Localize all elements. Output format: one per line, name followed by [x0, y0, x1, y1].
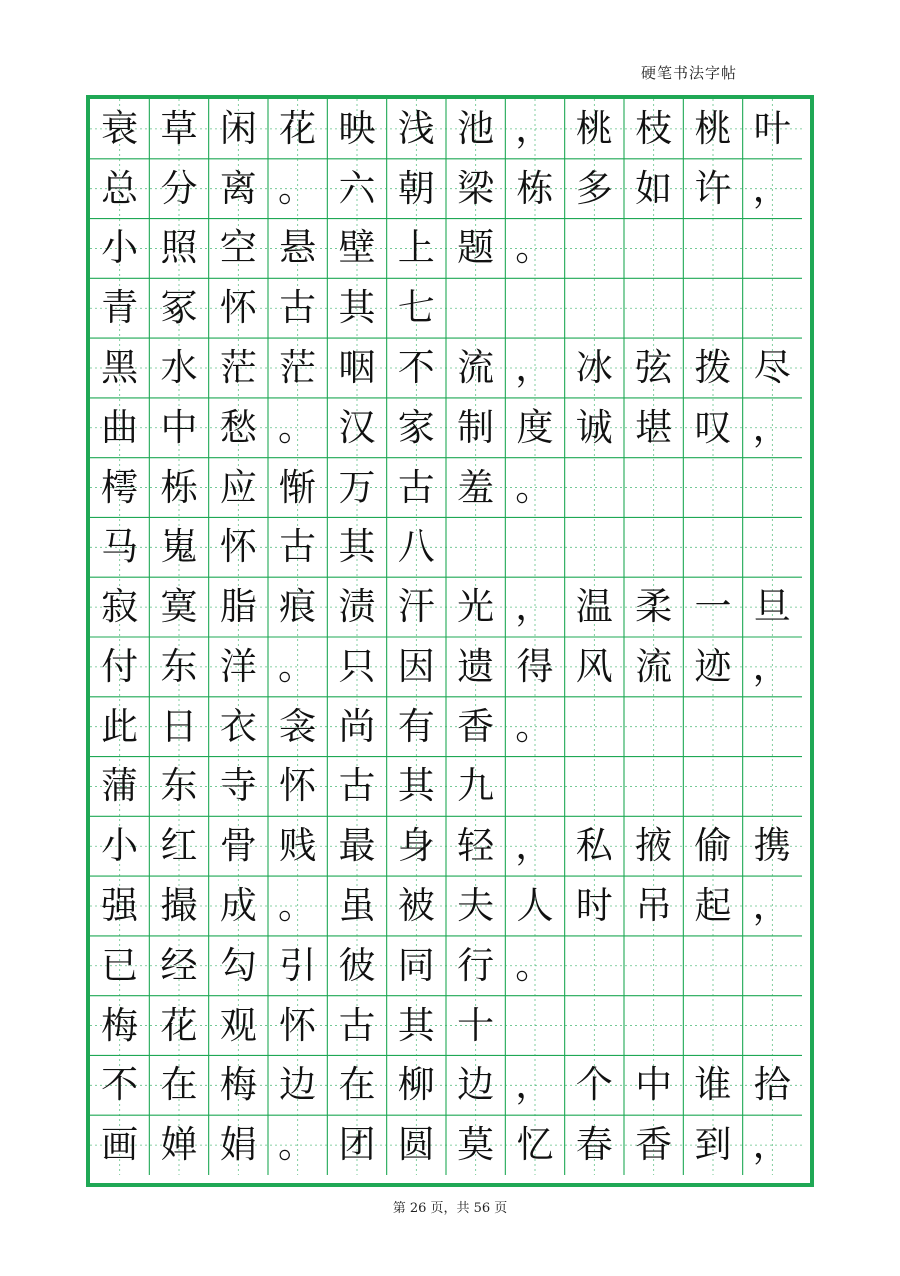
char-cell: 尚 [338, 704, 376, 748]
text-row [90, 697, 802, 757]
char-cell: 团 [338, 1123, 376, 1167]
char-cell: 七 [397, 286, 435, 330]
char-cell: ， [515, 106, 553, 150]
char-cell: 中 [635, 1063, 673, 1107]
char-cell: 度 [516, 405, 554, 449]
char-cell: 香 [635, 1123, 673, 1167]
char-cell: 在 [338, 1063, 376, 1107]
char-cell: 闲 [219, 106, 257, 150]
text-row [90, 637, 802, 697]
text-row [90, 1115, 802, 1175]
char-cell: 拾 [753, 1063, 791, 1107]
char-cell: 曲 [101, 405, 139, 449]
char-cell: 勾 [219, 943, 257, 987]
char-cell: 有 [397, 704, 435, 748]
char-cell: 。 [277, 884, 315, 927]
char-cell: 浅 [397, 106, 435, 150]
char-cell: 不 [397, 346, 435, 389]
char-cell: 东 [160, 644, 198, 688]
char-cell: ， [752, 644, 790, 688]
text-row [90, 996, 802, 1056]
char-cell: 。 [277, 405, 315, 449]
char-cell: 撮 [160, 884, 198, 927]
text-row [90, 876, 802, 936]
char-cell: 梁 [457, 166, 495, 210]
char-cell [624, 936, 683, 996]
char-cell: 身 [397, 824, 435, 868]
char-cell [683, 936, 742, 996]
char-cell: 蒲 [101, 764, 139, 808]
char-cell: 映 [338, 106, 376, 150]
char-cell: 寺 [219, 764, 257, 808]
char-cell: 流 [635, 644, 673, 688]
char-cell: 边 [279, 1063, 317, 1107]
char-cell: 六 [338, 166, 376, 210]
text-row [90, 159, 802, 219]
char-cell [624, 757, 683, 817]
char-cell [743, 996, 802, 1056]
char-cell: 桃 [694, 106, 732, 150]
char-cell: 不 [101, 1063, 139, 1107]
char-cell: 茫 [279, 346, 317, 389]
char-cell: 。 [515, 465, 553, 509]
char-cell: 到 [694, 1123, 732, 1167]
char-cell [505, 996, 564, 1056]
char-cell: 小 [101, 226, 139, 270]
char-cell [743, 458, 802, 518]
char-cell [683, 458, 742, 518]
text-row [90, 278, 802, 338]
char-cell: 经 [160, 943, 198, 987]
char-cell: 红 [160, 824, 198, 868]
char-cell: 时 [575, 884, 613, 927]
char-cell: 冰 [575, 346, 613, 389]
char-cell: 起 [694, 884, 732, 927]
char-cell: ， [752, 884, 790, 927]
text-row [90, 99, 802, 159]
char-cell: 惭 [279, 465, 317, 509]
char-cell: 尽 [753, 346, 791, 389]
char-cell: 携 [753, 824, 791, 868]
char-cell: 咽 [338, 346, 376, 389]
char-cell [565, 219, 624, 279]
char-cell: 古 [279, 525, 317, 569]
char-cell: 强 [101, 884, 139, 927]
char-cell: 。 [515, 704, 553, 748]
char-cell: 弦 [635, 346, 673, 389]
char-cell: 花 [279, 106, 317, 150]
char-cell: 其 [397, 764, 435, 808]
char-cell: 上 [397, 226, 435, 270]
char-cell: 春 [575, 1123, 613, 1167]
char-cell: 梅 [219, 1063, 257, 1107]
char-cell: 万 [338, 465, 376, 509]
char-cell [565, 517, 624, 577]
char-cell: 古 [338, 764, 376, 808]
char-cell: 悬 [279, 226, 317, 270]
text-row [90, 517, 802, 577]
char-cell: 十 [457, 1003, 495, 1047]
char-cell: 。 [515, 226, 553, 270]
char-cell [624, 278, 683, 338]
char-cell: 中 [160, 405, 198, 449]
char-cell: ， [515, 585, 553, 629]
char-cell: 成 [219, 884, 257, 927]
char-cell: 最 [338, 824, 376, 868]
char-cell: 。 [277, 644, 315, 688]
char-cell [683, 219, 742, 279]
char-cell: 遗 [457, 644, 495, 688]
char-cell: 叶 [753, 106, 791, 150]
char-cell: 引 [279, 943, 317, 987]
char-cell: 朝 [397, 166, 435, 210]
char-cell: 寂 [101, 585, 139, 629]
char-cell: 边 [457, 1063, 495, 1107]
char-cell: 人 [516, 884, 554, 927]
char-cell: 因 [397, 644, 435, 688]
char-cell [624, 996, 683, 1056]
char-cell: 怀 [219, 525, 257, 569]
char-cell: 怀 [219, 286, 257, 330]
char-cell: 只 [338, 644, 376, 688]
char-cell [743, 517, 802, 577]
char-cell: 梅 [101, 1003, 139, 1047]
char-cell [743, 697, 802, 757]
char-cell: 其 [338, 286, 376, 330]
text-row [90, 338, 802, 398]
char-cell: 娟 [219, 1123, 257, 1167]
char-cell: 婵 [160, 1123, 198, 1167]
char-cell: 怀 [279, 764, 317, 808]
char-cell: 总 [101, 166, 139, 210]
char-cell: 冢 [160, 286, 198, 330]
char-cell: 柔 [635, 585, 673, 629]
char-cell: ， [752, 166, 790, 210]
char-cell: 池 [457, 106, 495, 150]
char-cell: 水 [160, 346, 198, 389]
char-cell [624, 458, 683, 518]
char-cell: 同 [397, 943, 435, 987]
char-cell: 付 [101, 644, 139, 688]
char-cell [743, 219, 802, 279]
char-cell: 花 [160, 1003, 198, 1047]
char-cell: 九 [457, 764, 495, 808]
char-cell: ， [752, 1123, 790, 1167]
char-cell: 汉 [338, 405, 376, 449]
char-cell: 画 [101, 1123, 139, 1167]
char-cell: 青 [101, 286, 139, 330]
char-cell: 风 [575, 644, 613, 688]
char-cell: 温 [575, 585, 613, 629]
char-cell: 个 [575, 1063, 613, 1107]
header-title: 硬笔书法字帖 [641, 64, 738, 82]
char-cell: ， [515, 346, 553, 389]
text-row [90, 816, 802, 876]
char-cell: 被 [397, 884, 435, 927]
char-cell: ， [515, 824, 553, 868]
text-row [90, 458, 802, 518]
char-cell: 夫 [457, 884, 495, 927]
char-cell: 桃 [575, 106, 613, 150]
char-cell [624, 219, 683, 279]
char-cell: 其 [397, 1003, 435, 1047]
char-cell: 观 [219, 1003, 257, 1047]
char-cell [624, 517, 683, 577]
char-cell: 多 [575, 166, 613, 210]
char-cell: 得 [516, 644, 554, 688]
char-cell: ， [515, 1063, 553, 1107]
char-cell: 草 [160, 106, 198, 150]
text-row [90, 398, 802, 458]
char-cell: 虽 [338, 884, 376, 927]
char-cell: 掖 [635, 824, 673, 868]
char-cell [683, 757, 742, 817]
char-cell [683, 278, 742, 338]
char-cell: 壁 [338, 226, 376, 270]
char-cell: 。 [515, 943, 553, 987]
char-cell [505, 757, 564, 817]
char-cell: 怀 [279, 1003, 317, 1047]
page-number: 第 26 页，共 56 页 [392, 1201, 508, 1216]
char-cell: 流 [457, 346, 495, 389]
char-cell: 栋 [516, 166, 554, 210]
char-cell: 许 [694, 166, 732, 210]
char-cell: 古 [397, 465, 435, 509]
char-cell: 汗 [397, 585, 435, 629]
char-cell: 在 [160, 1063, 198, 1107]
char-cell: 茫 [219, 346, 257, 389]
char-cell: 。 [277, 1123, 315, 1167]
char-cell: 其 [338, 525, 376, 569]
text-row [90, 936, 802, 996]
char-cell [743, 757, 802, 817]
char-cell: 小 [101, 824, 139, 868]
char-cell: 古 [338, 1003, 376, 1047]
char-cell [624, 697, 683, 757]
char-cell: 衰 [101, 106, 139, 150]
char-cell: 寞 [160, 585, 198, 629]
char-cell: 照 [160, 226, 198, 270]
char-cell [565, 757, 624, 817]
char-cell: 彼 [338, 943, 376, 987]
char-cell: 脂 [219, 585, 257, 629]
char-cell: 诚 [575, 405, 613, 449]
char-cell: 光 [457, 585, 495, 629]
char-cell: 题 [457, 226, 495, 270]
char-cell: 迹 [694, 644, 732, 688]
copybook-sheet [86, 95, 814, 1187]
char-cell [565, 936, 624, 996]
text-rows [90, 99, 802, 1175]
char-cell: 叹 [694, 405, 732, 449]
char-cell: 东 [160, 764, 198, 808]
char-cell: 拨 [694, 346, 732, 389]
char-cell: 羞 [457, 465, 495, 509]
char-cell: 吊 [635, 884, 673, 927]
char-cell: 黑 [101, 346, 139, 389]
char-cell [505, 278, 564, 338]
text-row [90, 219, 802, 279]
char-cell: 痕 [279, 585, 317, 629]
char-cell: 分 [160, 166, 198, 210]
char-cell: 马 [101, 525, 139, 569]
char-cell: 偷 [694, 824, 732, 868]
char-cell: 莫 [457, 1123, 495, 1167]
char-cell: 应 [219, 465, 257, 509]
char-cell: ， [752, 405, 790, 449]
char-cell: 衾 [279, 704, 317, 748]
char-cell [505, 517, 564, 577]
char-cell: 制 [457, 405, 495, 449]
char-cell: 堪 [635, 405, 673, 449]
char-cell: 谁 [694, 1063, 732, 1107]
char-cell: 此 [101, 704, 139, 748]
char-cell: 轻 [457, 824, 495, 868]
char-cell: 私 [575, 824, 613, 868]
char-cell: 。 [277, 166, 315, 210]
char-cell: 香 [457, 704, 495, 748]
char-cell: 一 [694, 585, 732, 629]
char-cell: 贱 [279, 824, 317, 868]
char-cell [743, 278, 802, 338]
char-cell [565, 278, 624, 338]
char-cell [683, 996, 742, 1056]
char-cell [683, 517, 742, 577]
char-cell: 已 [101, 943, 139, 987]
char-cell [743, 936, 802, 996]
char-cell: 圆 [397, 1123, 435, 1167]
char-cell [565, 458, 624, 518]
char-cell: 衣 [219, 704, 257, 748]
char-cell: 渍 [338, 585, 376, 629]
char-cell: 樗 [101, 465, 139, 509]
char-cell: 空 [219, 226, 257, 270]
char-cell: 离 [219, 166, 257, 210]
text-row [90, 577, 802, 637]
char-cell: 家 [397, 405, 435, 449]
text-row [90, 1055, 802, 1115]
char-cell [565, 996, 624, 1056]
char-cell: 古 [279, 286, 317, 330]
char-cell: 嵬 [160, 525, 198, 569]
char-cell: 栎 [160, 465, 198, 509]
char-cell: 洋 [219, 644, 257, 688]
char-cell: 骨 [219, 824, 257, 868]
char-cell: 愁 [219, 405, 257, 449]
char-cell: 日 [160, 704, 198, 748]
text-row [90, 757, 802, 817]
char-cell [446, 278, 505, 338]
char-cell: 行 [457, 943, 495, 987]
char-cell: 忆 [516, 1123, 554, 1167]
char-cell [446, 517, 505, 577]
char-cell [683, 697, 742, 757]
char-cell: 柳 [397, 1063, 435, 1107]
char-cell: 如 [635, 166, 673, 210]
char-cell: 旦 [753, 585, 791, 629]
char-cell: 八 [397, 525, 435, 569]
char-cell [565, 697, 624, 757]
char-cell: 枝 [635, 106, 673, 150]
